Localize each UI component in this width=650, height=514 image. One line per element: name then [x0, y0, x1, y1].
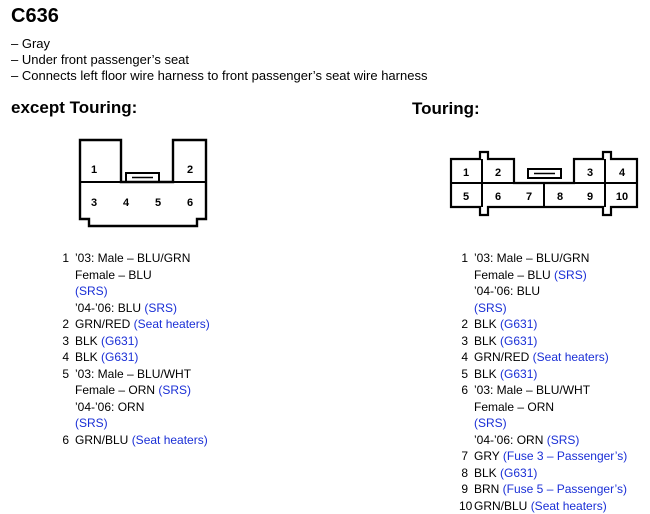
- wire-text: BLK: [474, 367, 500, 381]
- wire-text: ’03: Male – BLU/GRN: [75, 251, 190, 265]
- pin-entry: [459, 316, 627, 333]
- pin-number: 1: [60, 250, 69, 267]
- left-pin-label: 1: [91, 164, 97, 176]
- pin-description-line: [474, 465, 627, 482]
- reference-link[interactable]: (G631): [101, 350, 138, 364]
- pin-number: 2: [459, 316, 468, 333]
- pin-description-line: [75, 382, 210, 399]
- pin-entry: [60, 366, 210, 432]
- pin-entry: [459, 349, 627, 366]
- pin-description-line: [474, 267, 627, 284]
- wire-text: ’04-’06: BLU: [75, 301, 144, 315]
- pin-description-line: [474, 300, 627, 317]
- wire-text: Female – BLU: [474, 268, 554, 282]
- pin-number: 4: [459, 349, 468, 366]
- reference-link[interactable]: (SRS): [547, 433, 580, 447]
- pin-number: 5: [459, 366, 468, 383]
- reference-link[interactable]: (SRS): [144, 301, 177, 315]
- pin-description-line: [474, 432, 627, 449]
- wire-text: BLK: [75, 334, 101, 348]
- right-pin-label: 6: [495, 191, 501, 203]
- pin-entry: [459, 333, 627, 350]
- connector-face-except-touring: [76, 136, 210, 230]
- pin-description-line: [474, 448, 627, 465]
- pin-description-line: [75, 432, 210, 449]
- pin-entry: [459, 481, 627, 498]
- pin-number: 2: [60, 316, 69, 333]
- pin-description-line: [75, 316, 210, 333]
- wire-text: BRN: [474, 482, 503, 496]
- pin-description-line: [474, 316, 627, 333]
- pin-description-line: [474, 366, 627, 383]
- wire-text: GRN/BLU: [474, 499, 531, 513]
- wire-text: GRN/RED: [75, 317, 134, 331]
- right-pin-label: 8: [557, 191, 563, 203]
- pin-description-line: [474, 481, 627, 498]
- pin-number: 1: [459, 250, 468, 267]
- info-connects: – Connects left floor wire harness to front passenger’s seat wire harness: [11, 68, 427, 84]
- left-pin-label: 5: [155, 197, 161, 209]
- reference-link[interactable]: (SRS): [474, 301, 507, 315]
- connector-face-touring: [446, 148, 644, 220]
- left-pin-label: 6: [187, 197, 193, 209]
- pin-entry: [60, 349, 210, 366]
- pin-number: 6: [60, 432, 69, 449]
- right-pin-label: 1: [463, 167, 469, 179]
- reference-link[interactable]: (SRS): [75, 416, 108, 430]
- pin-entry: [459, 250, 627, 316]
- pin-number: 8: [459, 465, 468, 482]
- pin-description-line: [474, 349, 627, 366]
- pin-number: 6: [459, 382, 468, 399]
- pin-entry: [459, 366, 627, 383]
- pin-description-line: [474, 399, 627, 416]
- wire-text: ’04-’06: ORN: [75, 400, 144, 414]
- wire-text: GRN/BLU: [75, 433, 132, 447]
- pin-number: 3: [459, 333, 468, 350]
- wire-text: BLK: [474, 334, 500, 348]
- right-pin-label: 9: [587, 191, 593, 203]
- right-pin-label: 7: [526, 191, 532, 203]
- right-pin-label: 4: [619, 167, 626, 179]
- pin-number: 9: [459, 481, 468, 498]
- wire-text: GRN/RED: [474, 350, 533, 364]
- wire-text: Female – BLU: [75, 268, 152, 282]
- reference-link[interactable]: (G631): [500, 367, 537, 381]
- right-heading: Touring:: [412, 99, 480, 119]
- reference-link[interactable]: (G631): [500, 334, 537, 348]
- pin-entry: [459, 465, 627, 482]
- reference-link[interactable]: (Fuse 3 – Passenger’s): [503, 449, 627, 463]
- connector-info: [11, 36, 427, 84]
- reference-link[interactable]: (Fuse 5 – Passenger’s): [503, 482, 627, 496]
- pin-description-line: [474, 415, 627, 432]
- right-pin-label: 2: [495, 167, 501, 179]
- wire-text: ’04-’06: ORN: [474, 433, 547, 447]
- reference-link[interactable]: (SRS): [474, 416, 507, 430]
- info-color: – Gray: [11, 36, 427, 52]
- wire-text: Female – ORN: [75, 383, 158, 397]
- reference-link[interactable]: (SRS): [158, 383, 191, 397]
- pin-description-line: [75, 250, 210, 267]
- reference-link[interactable]: (G631): [500, 466, 537, 480]
- left-pin-label: 3: [91, 197, 97, 209]
- pin-entry: [60, 432, 210, 449]
- reference-link[interactable]: (Seat heaters): [134, 317, 210, 331]
- pin-description-line: [75, 366, 210, 383]
- left-pin-label: 4: [123, 197, 130, 209]
- wire-text: ’04-’06: BLU: [474, 284, 540, 298]
- pin-number: 3: [60, 333, 69, 350]
- pinout-list-touring: [459, 250, 627, 514]
- wire-text: BLK: [474, 317, 500, 331]
- reference-link[interactable]: (G631): [101, 334, 138, 348]
- info-location: – Under front passenger’s seat: [11, 52, 427, 68]
- pin-number: 10: [459, 498, 468, 514]
- left-pin-label: 2: [187, 164, 193, 176]
- pin-description-line: [75, 333, 210, 350]
- wire-text: Female – ORN: [474, 400, 554, 414]
- left-heading: except Touring:: [11, 98, 137, 118]
- pin-description-line: [75, 300, 210, 317]
- right-pin-label: 5: [463, 191, 469, 203]
- wire-text: ’03: Male – BLU/WHT: [474, 383, 590, 397]
- wire-text: GRY: [474, 449, 503, 463]
- reference-link[interactable]: (Seat heaters): [533, 350, 609, 364]
- connector-title: C636: [11, 5, 59, 28]
- wire-text: BLK: [474, 466, 500, 480]
- pin-description-line: [75, 399, 210, 416]
- reference-link[interactable]: (Seat heaters): [531, 499, 607, 513]
- pin-description-line: [75, 283, 210, 300]
- reference-link[interactable]: (SRS): [554, 268, 587, 282]
- right-pin-label: 3: [587, 167, 593, 179]
- pin-description-line: [75, 415, 210, 432]
- pin-number: 7: [459, 448, 468, 465]
- reference-link[interactable]: (SRS): [75, 284, 108, 298]
- pin-description-line: [75, 267, 210, 284]
- reference-link[interactable]: (Seat heaters): [132, 433, 208, 447]
- pinout-list-except-touring: [60, 250, 210, 448]
- pin-number: 5: [60, 366, 69, 383]
- pin-entry: [459, 448, 627, 465]
- pin-entry: [60, 333, 210, 350]
- pin-description-line: [474, 382, 627, 399]
- pin-description-line: [474, 250, 627, 267]
- reference-link[interactable]: (G631): [500, 317, 537, 331]
- right-pin-label: 10: [616, 191, 628, 203]
- wire-text: ’03: Male – BLU/WHT: [75, 367, 191, 381]
- wire-text: BLK: [75, 350, 101, 364]
- pin-description-line: [474, 283, 627, 300]
- pin-description-line: [75, 349, 210, 366]
- pin-entry: [60, 250, 210, 316]
- pin-entry: [60, 316, 210, 333]
- pin-number: 4: [60, 349, 69, 366]
- wire-text: ’03: Male – BLU/GRN: [474, 251, 589, 265]
- pin-entry: [459, 382, 627, 448]
- pin-description-line: [474, 333, 627, 350]
